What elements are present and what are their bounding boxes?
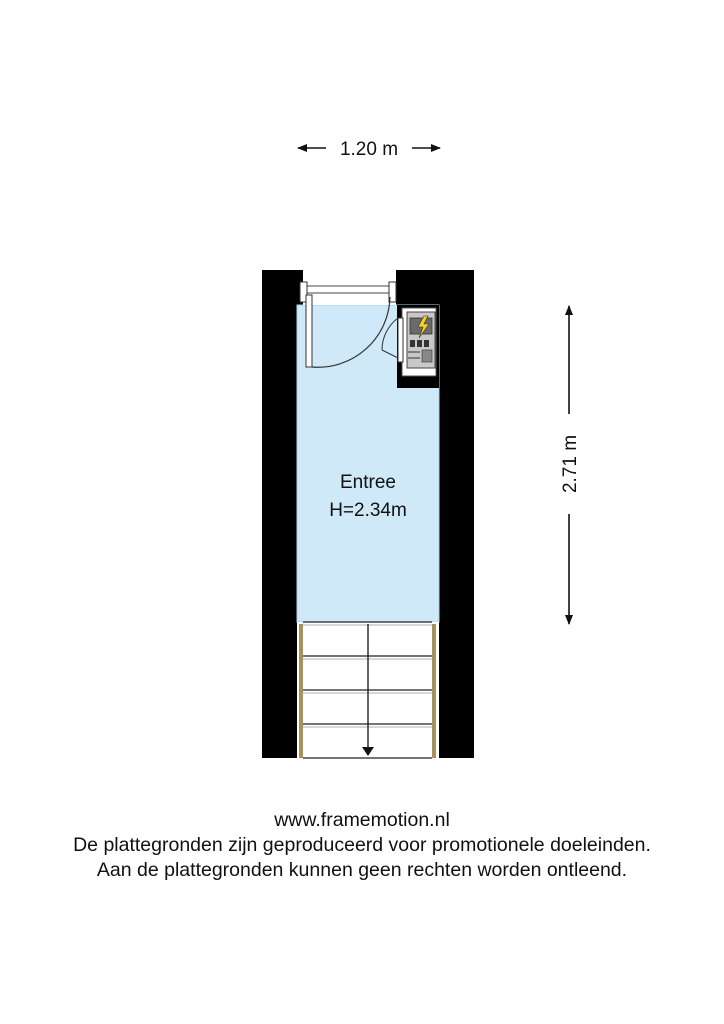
footer-disclaimer-2: Aan de plattegronden kunnen geen rechten worden ontleend. [96,859,628,881]
cupboard-door-leaf [398,318,403,362]
room-name: Entree [340,472,396,493]
width-dimension [298,139,440,160]
footer-disclaimer-1: De plattegronden zijn geproduceerd voor promotionele doeleinden. [73,834,651,856]
room-height: H=2.34m [329,500,407,521]
door-leaf [306,295,312,367]
stairs [297,622,439,758]
width-dimension-label: 1.20 m [339,139,399,160]
electric-meter-icon [407,312,435,368]
stair-rail-right [432,624,436,758]
footer [0,808,724,883]
stair-rail-left [299,624,303,758]
footer-website: www.framemotion.nl [274,809,450,831]
length-dimension-label: 2.71 m [560,434,581,494]
length-dimension [560,306,581,624]
door-opening [303,270,396,305]
